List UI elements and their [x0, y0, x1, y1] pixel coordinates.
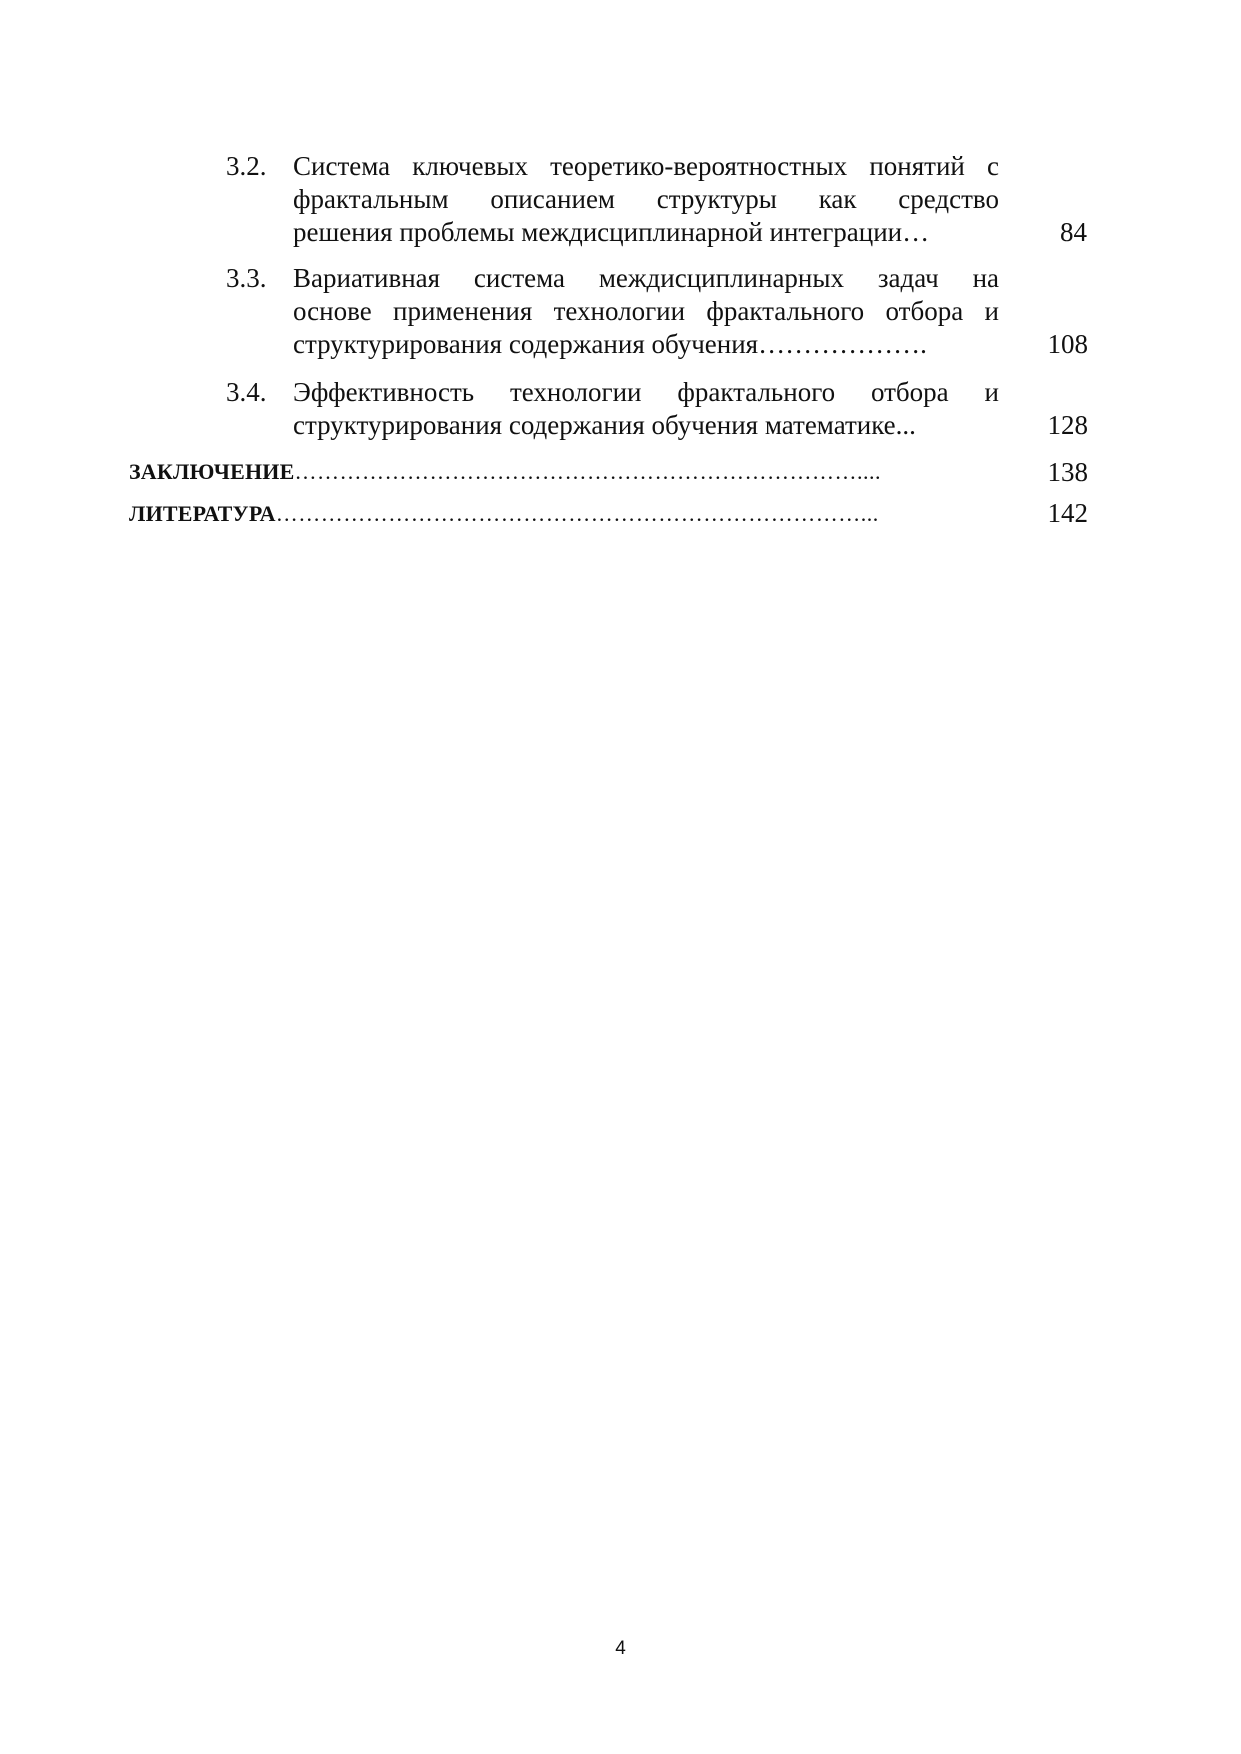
toc-entry-title-line: структурирования содержания обучения математике... — [293, 410, 916, 440]
toc-entry-title-line: Вариативная система междисциплинарных задач на — [293, 263, 999, 293]
toc-entry-leader-dots: ………………………………………………………………….... — [294, 459, 881, 484]
toc-entry-title — [293, 376, 999, 442]
toc-entry-conclusion — [129, 454, 999, 488]
toc-entry-title — [293, 150, 999, 249]
toc-entry-page-number: 138 — [1047, 457, 1088, 487]
toc-entry-title-line: решения проблемы междисциплинарной интеграции… — [293, 217, 930, 247]
toc-entry-title — [293, 262, 999, 361]
toc-entry-title-line: структурирования содержания обучения………………. — [293, 329, 927, 359]
toc-entry-title-line: Эффективность технологии фрактального отбора и — [293, 377, 999, 407]
toc-entry-title-line: основе применения технологии фрактального отбора и — [293, 296, 999, 326]
toc-entry-number: 3.3. — [226, 263, 267, 293]
toc-entry-page-number: 142 — [1047, 498, 1088, 528]
toc-entry-title-line: Система ключевых теоретико-вероятностных понятий с — [293, 151, 999, 181]
toc-entry-literature — [129, 496, 999, 530]
toc-entry-number: 3.2. — [226, 151, 267, 181]
page-number-footer: 4 — [615, 1638, 626, 1659]
toc-entry-label: ЗАКЛЮЧЕНИЕ — [129, 459, 295, 484]
toc-entry-page-number: 108 — [1047, 329, 1088, 359]
toc-entry-label: ЛИТЕРАТУРА — [129, 501, 276, 526]
toc-entry-number: 3.4. — [226, 377, 267, 407]
toc-entry-title-line: фрактальным описанием структуры как средство — [293, 184, 999, 214]
toc-entry-page-number: 84 — [1060, 217, 1087, 247]
toc-entry-page-number: 128 — [1047, 410, 1088, 440]
toc-entry-leader-dots: ……………………………………………………………………... — [275, 501, 879, 526]
